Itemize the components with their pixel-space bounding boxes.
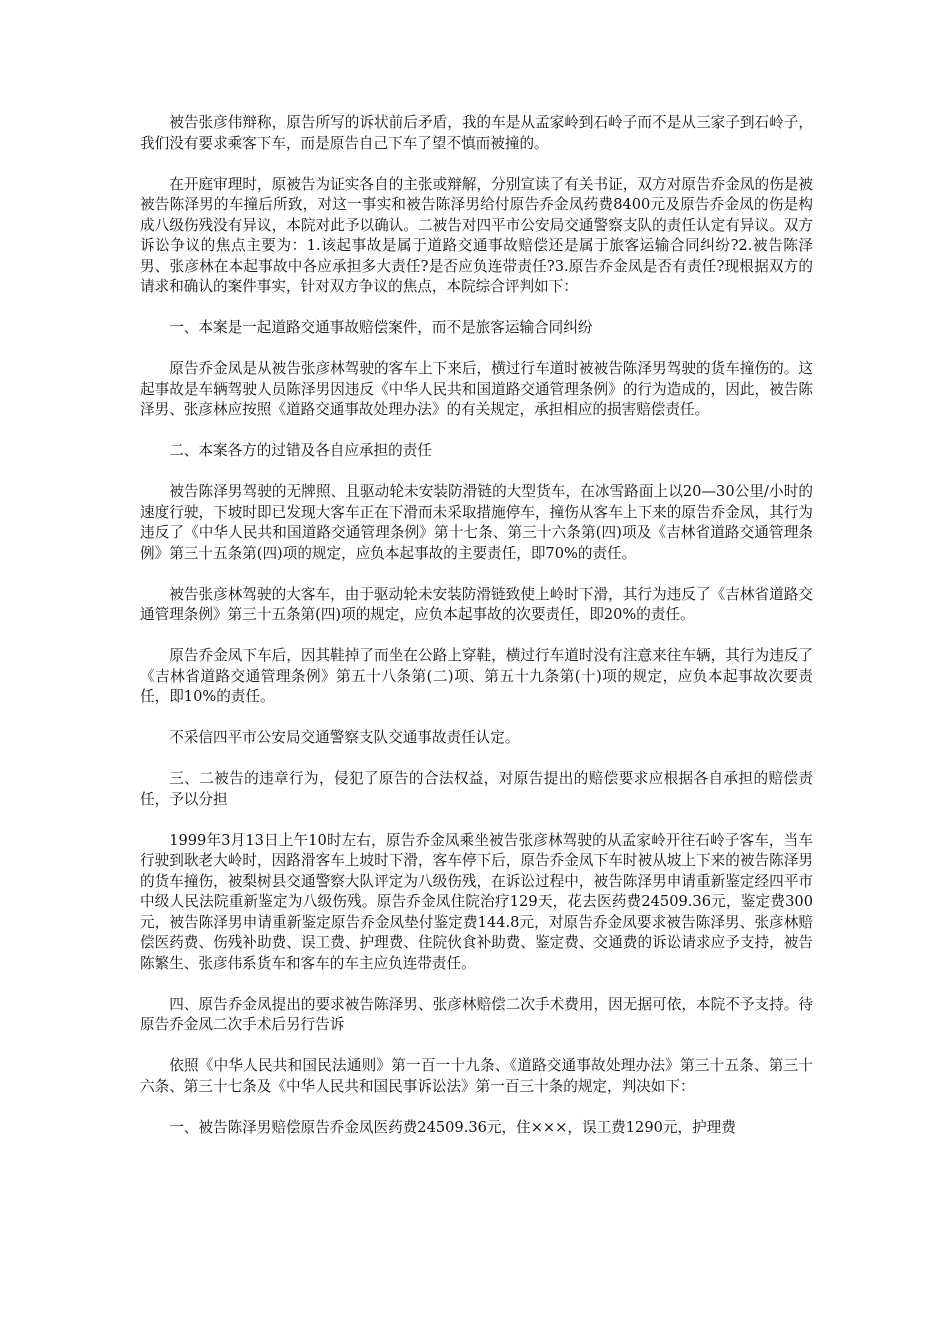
paragraph-judgment-1: 一、被告陈泽男赔偿原告乔金凤医药费24509.36元，住×××，误工费1290元，护理费 [169,1118,736,1136]
paragraph-heading-1: 一、本案是一起道路交通事故赔偿案件，而不是旅客运输合同纠纷 [169,319,593,336]
paragraph-case-nature: 原告乔金凤是从被告张彦林驾驶的客车上下来后，横过行车道时被被告陈泽男驾驶的货车撞伤的。这起事故是车辆驾驶人员陈泽男因违反《中华人民共和国道路交通管理条例》的行为造成的，因此，被告陈泽男、张彦林应按照《道路交通事故处理办法》的有关规定，承担相应的损害赔偿责任。 [140,360,813,418]
paragraph-legal-basis: 依照《中华人民共和国民法通则》第一百一十九条、《道路交通事故处理办法》第三十五条、第三十六条、第三十七条及《中华人民共和国民事诉讼法》第一百三十条的规定，判决如下： [140,1057,813,1095]
paragraph-not-adopted: 不采信四平市公安局交通警察支队交通事故责任认定。 [169,729,520,746]
paragraph-facts-compensation: 1999年3月13日上午10时左右，原告乔金凤乘坐被告张彦林驾驶的从孟家岭开往石岭子客车，当车行驶到耿老大岭时，因路滑客车上坡时下滑，客车停下后，原告乔金凤下车时被从坡上下来的被告陈泽男的货车撞伤，被梨树县交通警察大队评定为八级伤残，在诉讼过程中，被告陈泽男申请重新鉴定经四平市中级人民法院重新鉴定为八级伤残。原告乔金凤住院治疗129天，花去医药费24509.36元，鉴定费300元，被告陈泽男申请重新鉴定原告乔金凤垫付鉴定费144.8元，对原告乔金凤要求被告陈泽男、张彦林赔偿医药费、伤残补助费、误工费、护理费、住院伙食补助费、鉴定费、交通费的诉讼请求应予支持，被告陈繁生、张彦伟系货车和客车的车主应负连带责任。 [140,831,813,972]
paragraph-defense-zhang-yanwei: 被告张彦伟辩称，原告所写的诉状前后矛盾，我的车是从孟家岭到石岭子而不是从三家子到石岭子，我们没有要求乘客下车，而是原告自己下车了望不慎而被撞的。 [140,114,813,152]
paragraph-liability-chen: 被告陈泽男驾驶的无牌照、且驱动轮未安装防滑链的大型货车，在冰雪路面上以20—30公里/小时的速度行驶，下坡时即已发现大客车正在下滑而未采取措施停车，撞伤从客车上下来的原告乔金凤，其行为违反了《中华人民共和国道路交通管理条例》第十七条、第三十六条第(四)项及《吉林省道路交通管理条例》第三十五条第(四)项的规定，应负本起事故的主要责任，即70%的责任。 [140,483,813,562]
paragraph-liability-plaintiff: 原告乔金凤下车后，因其鞋掉了而坐在公路上穿鞋，横过行车道时没有注意来往车辆，其行为违反了《吉林省道路交通管理条例》第五十八条第(二)项、第五十九条第(十)项的规定，应负本起事故次要责任，即10%的责任。 [140,647,813,705]
document-page [140,113,813,1159]
paragraph-heading-2: 二、本案各方的过错及各自应承担的责任 [169,442,432,459]
paragraph-heading-4: 四、原告乔金凤提出的要求被告陈泽男、张彦林赔偿二次手术费用，因无据可依，本院不予支持。待原告乔金凤二次手术后另行告诉 [140,995,813,1033]
paragraph-heading-3: 三、二被告的违章行为，侵犯了原告的合法权益，对原告提出的赔偿要求应根据各自承担的赔偿责任，予以分担 [140,770,813,808]
paragraph-trial-evidence: 在开庭审理时，原被告为证实各自的主张或辩解，分别宣读了有关书证，双方对原告乔金凤的伤是被被告陈泽男的车撞后所致，对这一事实和被告陈泽男给付原告乔金凤药费8400元及原告乔金凤的伤是构成八级伤残没有异议，本院对此予以确认。二被告对四平市公安局交通警察支队的责任认定有异议。双方诉讼争议的焦点主要为：1.该起事故是属于道路交通事故赔偿还是属于旅客运输合同纠纷?2.被告陈泽男、张彦林在本起事故中各应承担多大责任?是否应负连带责任?3.原告乔金凤是否有责任?现根据双方的请求和确认的案件事实，针对双方争议的焦点，本院综合评判如下： [140,175,813,295]
paragraph-liability-zhang: 被告张彦林驾驶的大客车，由于驱动轮未安装防滑链致使上岭时下滑，其行为违反了《吉林省道路交通管理条例》第三十五条第(四)项的规定，应负本起事故的次要责任，即20%的责任。 [140,585,813,623]
